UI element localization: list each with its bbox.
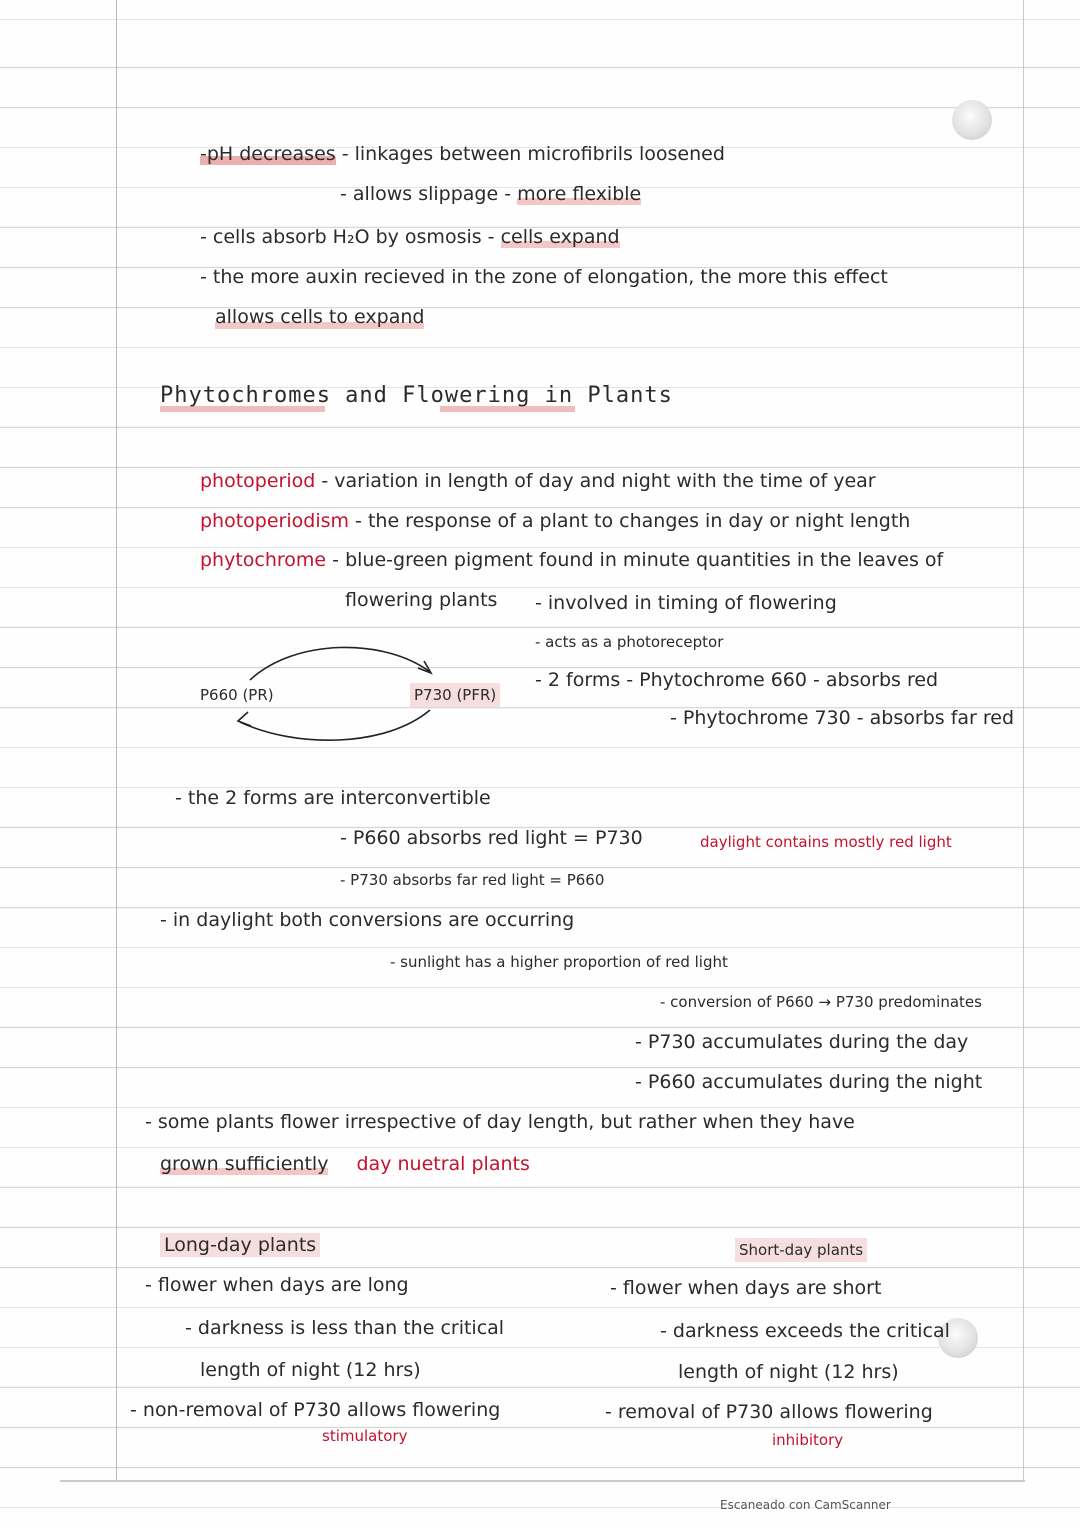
auxin-line-4: - the more auxin recieved in the zone of elongation, the more this effect (200, 266, 888, 288)
interconversion-l1: - the 2 forms are interconvertible (175, 787, 491, 809)
binder-hole-top (952, 100, 992, 140)
long-day-heading: Long-day plants (160, 1233, 320, 1257)
phytochrome-bullet-2: - acts as a photoreceptor (535, 633, 724, 651)
interconversion-l9: - some plants flower irrespective of day length, but rather when they have (145, 1111, 855, 1133)
interconversion-l4: - in daylight both conversions are occurring (160, 909, 575, 931)
phytochrome-bullet-3: - 2 forms - Phytochrome 660 - absorbs red (535, 669, 939, 691)
term-photoperiod: photoperiod (200, 470, 316, 492)
def-phytochrome (200, 548, 943, 572)
grown-sufficiently-text: grown sufficiently (160, 1153, 329, 1175)
daylight-note: daylight contains mostly red light (700, 833, 952, 851)
auxin-line-5: allows cells to expand (215, 306, 425, 328)
day-neutral-plants-term: day nuetral plants (356, 1153, 530, 1175)
interconversion-l8: - P660 accumulates during the night (635, 1071, 983, 1093)
title-underline-2 (440, 406, 575, 412)
short-day-note: inhibitory (772, 1431, 844, 1449)
term-photoperiodism: photoperiodism (200, 510, 350, 532)
more-flexible-text: more flexible (517, 183, 642, 205)
short-day-l2: - darkness exceeds the critical (660, 1320, 950, 1342)
interconversion-l2: - P660 absorbs red light = P730 (340, 827, 643, 849)
phytochrome-bullet-1: - involved in timing of flowering (535, 592, 837, 614)
long-day-l2: - darkness is less than the critical (185, 1317, 505, 1339)
short-day-heading: Short-day plants (735, 1238, 867, 1262)
margin-line (116, 0, 117, 1480)
desc-phytochrome: - blue-green pigment found in minute quantities in the leaves of (326, 549, 944, 571)
slippage-text: - allows slippage - (340, 183, 518, 205)
page-right-edge (1023, 0, 1024, 1480)
short-day-l3: length of night (12 hrs) (678, 1361, 899, 1383)
diagram-label-p730: P730 (PFR) (410, 683, 500, 707)
desc-photoperiodism: - the response of a plant to changes in day or night length (349, 510, 911, 532)
short-day-l1: - flower when days are short (610, 1277, 882, 1299)
interconversion-l5: - sunlight has a higher proportion of red light (390, 953, 728, 971)
title-underline-1 (160, 406, 325, 412)
long-day-l1: - flower when days are long (145, 1274, 409, 1296)
long-day-l4: - non-removal of P730 allows flowering (130, 1399, 501, 1421)
desc-photoperiod: - variation in length of day and night with the time of year (315, 470, 876, 492)
auxin-line-3 (200, 225, 620, 249)
long-day-l3: length of night (12 hrs) (200, 1359, 421, 1381)
osmosis-text: - cells absorb H₂O by osmosis - (200, 226, 501, 248)
page-bottom-edge (60, 1480, 1025, 1482)
def-photoperiod (200, 469, 876, 493)
short-day-l4: - removal of P730 allows flowering (605, 1401, 933, 1423)
interconversion-l10 (160, 1152, 530, 1176)
diagram-label-p660: P660 (PR) (200, 686, 274, 704)
long-day-note: stimulatory (322, 1427, 408, 1445)
interconversion-l6: - conversion of P660 → P730 predominates (660, 993, 982, 1011)
interconversion-l3: - P730 absorbs far red light = P660 (340, 871, 605, 889)
phytochrome-bullet-4: - Phytochrome 730 - absorbs far red (670, 707, 1015, 729)
def-photoperiodism (200, 509, 910, 533)
page-title: Phytochromes and Flowering in Plants (160, 383, 673, 408)
ph-decreases-text: -pH decreases (200, 143, 336, 165)
def-phytochrome-cont: flowering plants (345, 589, 498, 611)
interconversion-l7: - P730 accumulates during the day (635, 1031, 969, 1053)
auxin-line-2 (340, 182, 641, 206)
microfibrils-text: - linkages between microfibrils loosened (335, 143, 725, 165)
cells-expand-text: cells expand (500, 226, 620, 248)
auxin-line-1 (200, 142, 725, 166)
term-phytochrome: phytochrome (200, 549, 327, 571)
scanner-watermark: Escaneado con CamScanner (720, 1498, 891, 1512)
interconversion-arrows (185, 640, 445, 750)
